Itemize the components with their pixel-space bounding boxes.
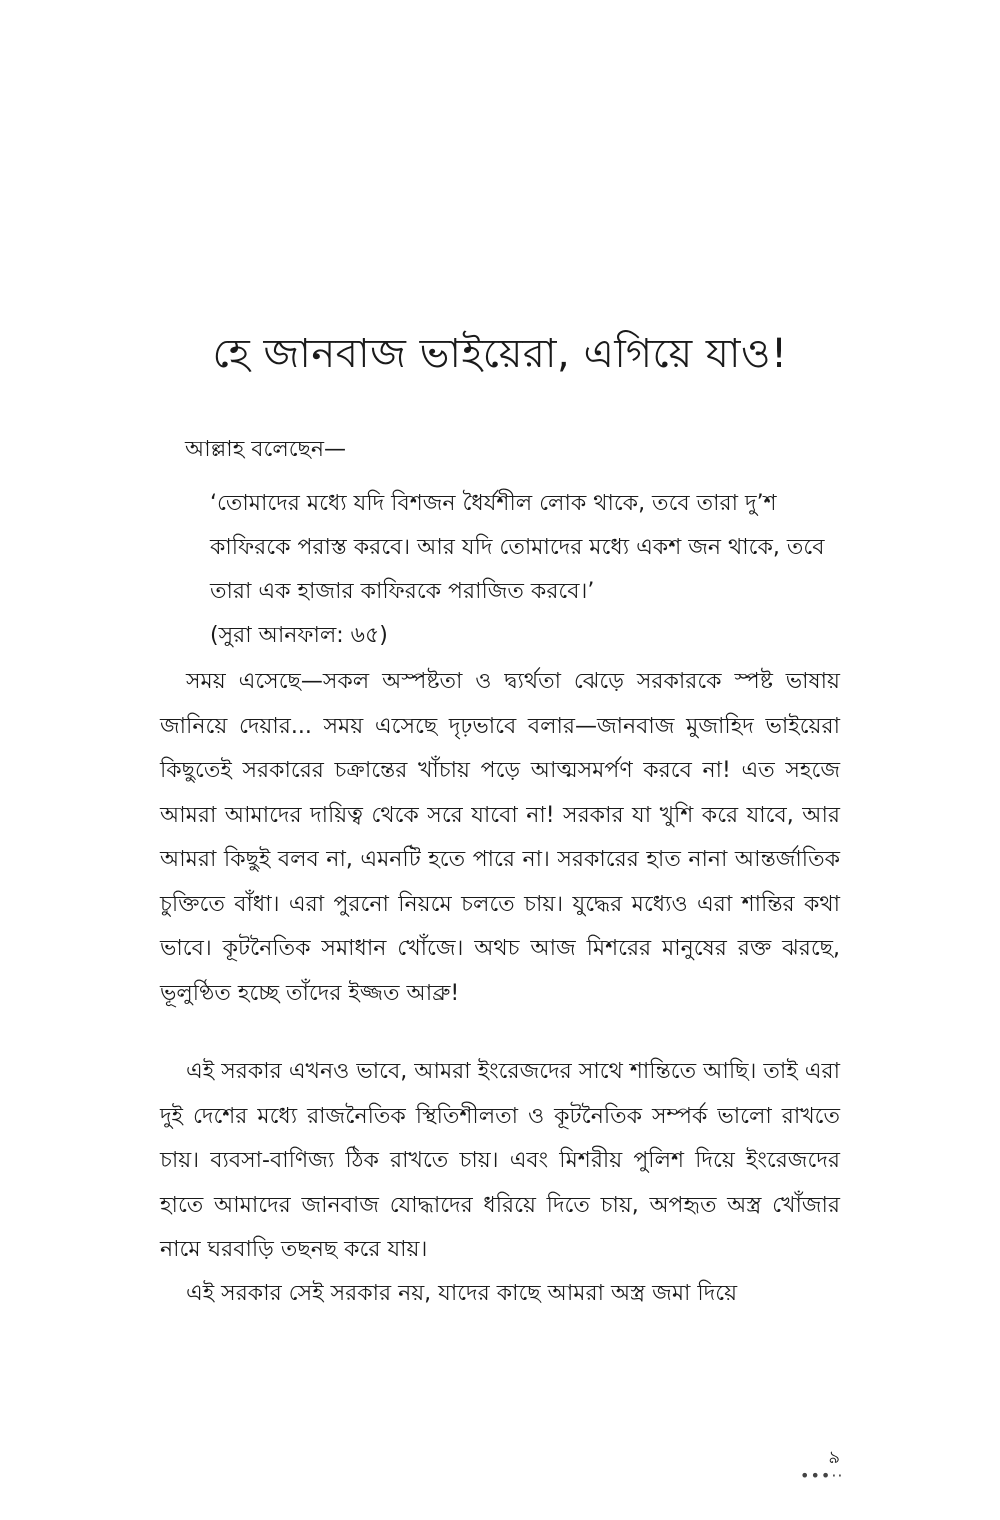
paragraph-2: এই সরকার এখনও ভাবে, আমরা ইংরেজদের সাথে শান্তিতে আছি। তাই এরা দুই দেশের মধ্যে রাজনৈতিক স্থিতিশীলতা ও কূটনৈতিক সম্পর্ক ভালো রাখতে চায়। ব্যবসা-বাণিজ্য ঠিক রাখতে চায়। এবং মিশরীয় পুলিশ দিয়ে ইংরেজদের হাতে আমাদের জানবাজ যোদ্ধাদের ধরিয়ে দিতে চায়, অপহৃত অস্ত্র খোঁজার নামে ঘরবাড়ি তছনছ করে যায়।	[160, 1059, 840, 1262]
paragraph-3: এই সরকার সেই সরকার নয়, যাদের কাছে আমরা অস্ত্র জমা দিয়ে	[186, 1281, 738, 1306]
quran-quote	[210, 482, 830, 658]
chapter-title: হে জানবাজ ভাইয়েরা, এগিয়ে যাও!	[212, 331, 788, 377]
quote-reference: (সুরা আনফাল: ৬৫)	[210, 623, 388, 648]
page-number: ৯	[828, 1447, 840, 1468]
paragraph-1: সময় এসেছে—সকল অস্পষ্টতা ও দ্ব্যর্থতা ঝেড়ে সরকারকে স্পষ্ট ভাষায় জানিয়ে দেয়ার... সময় এসেছে দৃঢ়ভাবে বলার—জানবাজ মুজাহিদ ভাইয়েরা কিছুতেই সরকারের চক্রান্তের খাঁচায় পড়ে আত্মসমর্পণ করবে না! এত সহজে আমরা আমাদের দায়িত্ব থেকে সরে যাবো না! সরকার যা খুশি করে যাবে, আর আমরা কিছুই বলব না, এমনটি হতে পারে না। সরকারের হাত নানা আন্তর্জাতিক চুক্তিতে বাঁধা। এরা পুরনো নিয়মে চলতে চায়। যুদ্ধের মধ্যেও এরা শান্তির কথা ভাবে। কূটনৈতিক সমাধান খোঁজে। অথচ আজ মিশরের মানুষের রক্ত ঝরছে, ভূলুণ্ঠিত হচ্ছে তাঁদের ইজ্জত আব্রু!	[160, 669, 840, 1006]
intro-line: আল্লাহ বলেছেন—	[185, 437, 347, 462]
page-number-ornament: •••··	[800, 1466, 844, 1485]
quote-text: ‘তোমাদের মধ্যে যদি বিশজন ধৈর্যশীল লোক থাকে, তবে তারা দু’শ কাফিরকে পরাস্ত করবে। আর যদি তোমাদের মধ্যে একশ জন থাকে, তবে তারা এক হাজার কাফিরকে পরাজিত করবে।’	[210, 491, 825, 604]
